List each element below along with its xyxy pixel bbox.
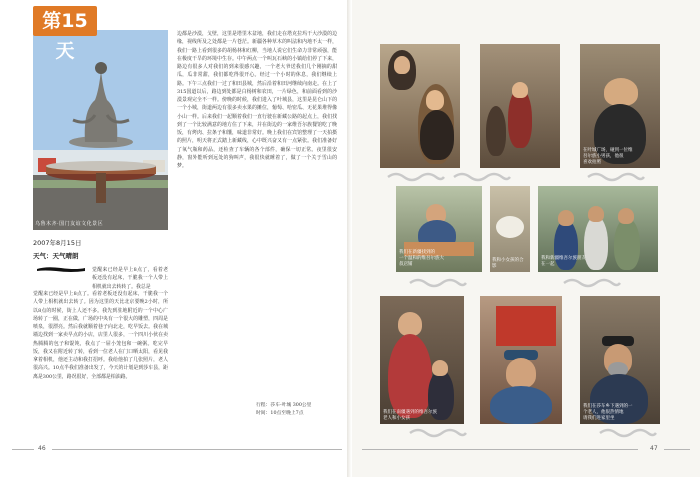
monument-illustration xyxy=(33,30,168,230)
scroll-ornament xyxy=(408,426,468,440)
photo-figure-face xyxy=(426,90,444,110)
photo-old-man-hat xyxy=(480,296,562,424)
photo-boy-portrait xyxy=(580,44,660,168)
photo-caption: 我们在莎车乡下遇到的一 个老人，他很热情地 请我们进家里坐 xyxy=(583,404,633,421)
trip-credit xyxy=(256,402,311,418)
photo-caption: 在叶城广场，碰到一位维 吾尔族小男孩，他很 喜欢拍照 xyxy=(583,148,633,165)
photo-figure xyxy=(614,218,640,270)
diary-text-column-1: 觉醒来已经是早上8点了。看着老板还没有起床，干脆我一个人带上相机就出去转了。因为这里的天比北京要晚2小时，所以8点的时候，街上人还不多。我先到驻地附近的一个中心广场转了一圈，正在做，广场的中央有一个很大的雕塑，四周是喷泉，很漂亮。然后我就顺着巷子向北走，吃早饭去。我在城墙边找到一家卖早点的小店，店里人很多，一个四川小伙在卖热腾腾的包子和馄饨，我点了一屉小笼包和一碗粥。吃完早饭，我又在附近转了转，看到一位老人在门口晒太阳，看见我拿着相机，他还主动和我打招呼。我给他拍了几张照片，老人很高兴。10点半我们准备出发了，今天的计划是到莎车县，距离是300公里，路况很好，全部都是柏油路。 xyxy=(33,291,168,380)
photo-group-of-men xyxy=(538,186,658,272)
footer-rule-right-b xyxy=(664,449,690,450)
scroll-ornament xyxy=(452,170,512,184)
footer-rule-left-a xyxy=(12,449,34,450)
diary-text-column-2: 边都是沙漠，戈壁，这里是塔里木盆地，我们走在塔克拉玛干大沙漠的边缘，视线所及之处都是一片苍茫。新疆各种草木的叫法和内地不太一样，我们一路上看到很多的胡杨林和红柳，当地人说它们生命力非常顽强，能在极度干旱的环境中生存。中午两点一个叫瓦石峡的小镇给们停了下来，路边有很多人对我们的到来很感兴趣，一个老大爷送我们几个刚摘的甜瓜，瓜非常甜，我们都吃得很开心。经过一个小时的休息，我们继续上路。下午三点我们一过了和田县城，然后沿着和田河继续向南走。在上了315国道以后，路边到处都是白杨树和农田，一片绿色，和前面看到的沙漠景观完全不一样。傍晚的时候，我们进入了叶城县，这里是昆仑山下的一个小城，街道两边有很多卖水果的摊位，葡萄、哈密瓜、无花果堆得像小山一样。后来我们一起顺着我们一直行驶在新藏公路的起点上，我们找到了一个比较满意的地方住了下来，并在街边的一家维吾尔族餐馆吃了晚饭，有烤肉、拉条子和馕，味道非常好。晚上我们在宾馆整理了一天拍摄的照片，明天将正式踏上新藏线，心中既兴奋又有一点紧张。我们准备好了氧气瓶和药品，还检查了车辆的各个部件，确保一切正常。夜里很安静，窗外能听到远处的狗叫声，我很快就睡着了，做了一个关于雪山的梦。 xyxy=(177,31,337,169)
trip-credit-text: 行程：莎车-叶城 300公里 时间：10点至晚上7点 xyxy=(256,403,312,416)
photo-man-eating xyxy=(396,186,482,272)
photo-figure-face xyxy=(588,206,604,222)
diary-weather: 天气：天气晴朗 xyxy=(33,252,79,260)
photo-figure-face xyxy=(394,56,410,74)
photo-figure xyxy=(420,110,454,160)
photo-figure xyxy=(388,334,432,418)
page-number-left: 46 xyxy=(38,445,46,452)
right-page xyxy=(352,0,700,477)
footer-rule-left-b xyxy=(52,449,342,450)
photo-figure xyxy=(584,216,608,270)
scroll-ornament xyxy=(408,276,468,290)
photo-woman-and-child xyxy=(380,296,464,424)
diary-text-intro: 觉醒来已经是早上8点了，看着老板还没有起床，干脆我一个人带上相机就出去转转了。我总是 xyxy=(92,267,168,290)
photo-red-sign xyxy=(496,306,556,346)
brush-stroke-ornament xyxy=(36,265,86,273)
photo-vendor-and-girl xyxy=(380,44,460,168)
photo-caption: 我和新疆维吾尔族朋友 在一起 xyxy=(541,256,586,267)
day-badge: 第15天 xyxy=(33,6,97,36)
photo-figure-face xyxy=(604,78,638,106)
photo-figure-face xyxy=(432,360,448,376)
photo-figure-face xyxy=(506,358,536,388)
scroll-ornament xyxy=(598,426,658,440)
photo-caption: 我们在新疆找到的 一个温和的维吾尔族大 叔店铺 xyxy=(399,250,444,267)
photo-bowl xyxy=(496,216,524,238)
photo-figure xyxy=(486,106,506,156)
footer-rule-right-a xyxy=(362,449,638,450)
photo-caption: 我和小女孩的合 影 xyxy=(492,258,524,269)
scroll-ornament xyxy=(386,170,446,184)
photo-bowl-closeup xyxy=(490,186,530,272)
photo-caption: 我们在南疆遇到的维吾尔族 老人和小女孩 xyxy=(383,410,437,421)
photo-man-with-beard xyxy=(580,296,660,424)
page-number-right: 47 xyxy=(650,445,658,452)
photo-girl-in-street xyxy=(480,44,560,168)
scroll-ornament xyxy=(562,276,622,290)
photo-figure-face xyxy=(398,312,422,336)
diary-date: 2007年8月15日 xyxy=(33,239,82,247)
photo-figure-face xyxy=(558,210,574,226)
scroll-ornament xyxy=(586,170,646,184)
main-photo-caption: 乌鲁木齐·国门友谊文化景区 xyxy=(35,221,104,227)
photo-figure-face xyxy=(618,208,634,224)
photo-figure-face xyxy=(512,82,528,98)
main-photo-monument xyxy=(33,30,168,230)
photo-figure xyxy=(490,386,552,424)
